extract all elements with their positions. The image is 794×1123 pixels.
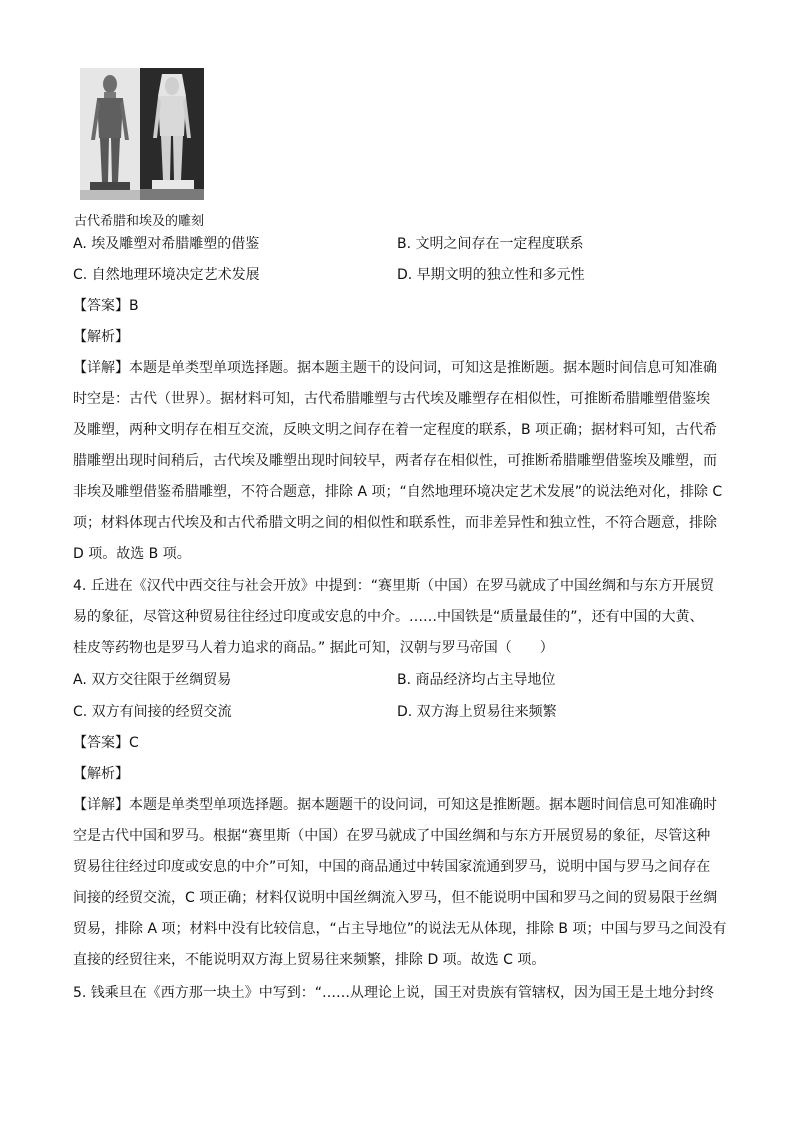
q3-detail-line: 【详解】本题是单类型单项选择题。据本题主题干的设问词，可知这是推断题。据本题时间信息可知准确	[73, 360, 717, 376]
q4-detail-line: 【详解】本题是单类型单项选择题。据本题题干的设问词，可知这是推断题。据本题时间信息可知准确时	[73, 797, 717, 813]
q3-detail-line: 及雕塑，两种文明存在相互交流，反映文明之间存在着一定程度的联系，B 项正确；据材料可知，古代希	[73, 422, 718, 438]
q3-detail-line: 项；材料体现古代埃及和古代希腊文明之间的相似性和联系性，而非差异性和独立性，不符合题意，排除	[73, 515, 717, 531]
q3-detail-line: 腊雕塑出现时间稍后，古代埃及雕塑出现时间较早，两者存在相似性，可推断希腊雕塑借鉴埃及雕塑，而	[73, 453, 717, 469]
q3-detail-line: D 项。故选 B 项。	[73, 546, 191, 562]
q4-analysis-label: 【解析】	[73, 766, 129, 782]
egyptian-statue-image	[140, 68, 204, 200]
statue-photo	[80, 68, 204, 200]
q4-option-d: D. 双方海上贸易往来频繁	[397, 704, 557, 720]
q4-detail-line: 贸易往往经过印度或安息的中介”可知，中国的商品通过中转国家流通到罗马，说明中国与罗马之间存在	[73, 859, 711, 875]
q4-stem-line: 桂皮等药物也是罗马人着力追求的商品。” 据此可知，汉朝与罗马帝国（ ）	[73, 640, 554, 656]
q4-stem-line: 易的象征，尽管这种贸易往往经过印度或安息的中介。……中国铁是“质量最佳的”，还有中国的大黄、	[73, 609, 704, 625]
q5-stem-line: 5. 钱乘旦在《西方那一块土》中写到：“……从理论上说，国王对贵族有管辖权，因为国王是土地分封终	[73, 985, 715, 1001]
q4-option-a: A. 双方交往限于丝绸贸易	[73, 672, 232, 688]
q3-option-b: B. 文明之间存在一定程度联系	[397, 236, 584, 252]
q4-option-b: B. 商品经济均占主导地位	[397, 672, 556, 688]
q4-detail-line: 间接的经贸交流，C 项正确；材料仅说明中国丝绸流入罗马，但不能说明中国和罗马之间的贸易限于丝绸	[73, 890, 718, 906]
q4-detail-line: 空是古代中国和罗马。根据“赛里斯（中国）在罗马就成了中国丝绸和与东方开展贸易的象征，尽管这种	[73, 828, 711, 844]
q4-stem-line: 4. 丘进在《汉代中西交往与社会开放》中提到：“赛里斯（中国）在罗马就成了中国丝绸和与东方开展贸	[73, 578, 715, 594]
q4-detail-line: 直接的经贸往来，不能说明双方海上贸易往来频繁，排除 D 项。故选 C 项。	[73, 952, 546, 968]
q3-answer: 【答案】B	[73, 298, 139, 314]
q3-detail-line: 非埃及雕塑借鉴希腊雕塑，不符合题意，排除 A 项；“自然地理环境决定艺术发展”的说法绝对化，排除 C	[73, 484, 723, 500]
q3-detail-line: 时空是：古代（世界）。据材料可知，古代希腊雕塑与古代埃及雕塑存在相似性，可推断希腊雕塑借鉴埃	[73, 391, 710, 407]
q4-option-c: C. 双方有间接的经贸交流	[73, 704, 232, 720]
q4-answer: 【答案】C	[73, 735, 139, 751]
q3-analysis-label: 【解析】	[73, 329, 129, 345]
q4-detail-line: 贸易，排除 A 项；材料中没有比较信息，“占主导地位”的说法无从体现，排除 B 项；中国与罗马之间没有	[73, 921, 727, 937]
q3-option-a: A. 埃及雕塑对希腊雕塑的借鉴	[73, 236, 260, 252]
q3-option-c: C. 自然地理环境决定艺术发展	[73, 267, 260, 283]
figure-caption: 古代希腊和埃及的雕刻	[74, 214, 205, 229]
q3-option-d: D. 早期文明的独立性和多元性	[397, 267, 585, 283]
greek-statue-image	[80, 68, 140, 200]
